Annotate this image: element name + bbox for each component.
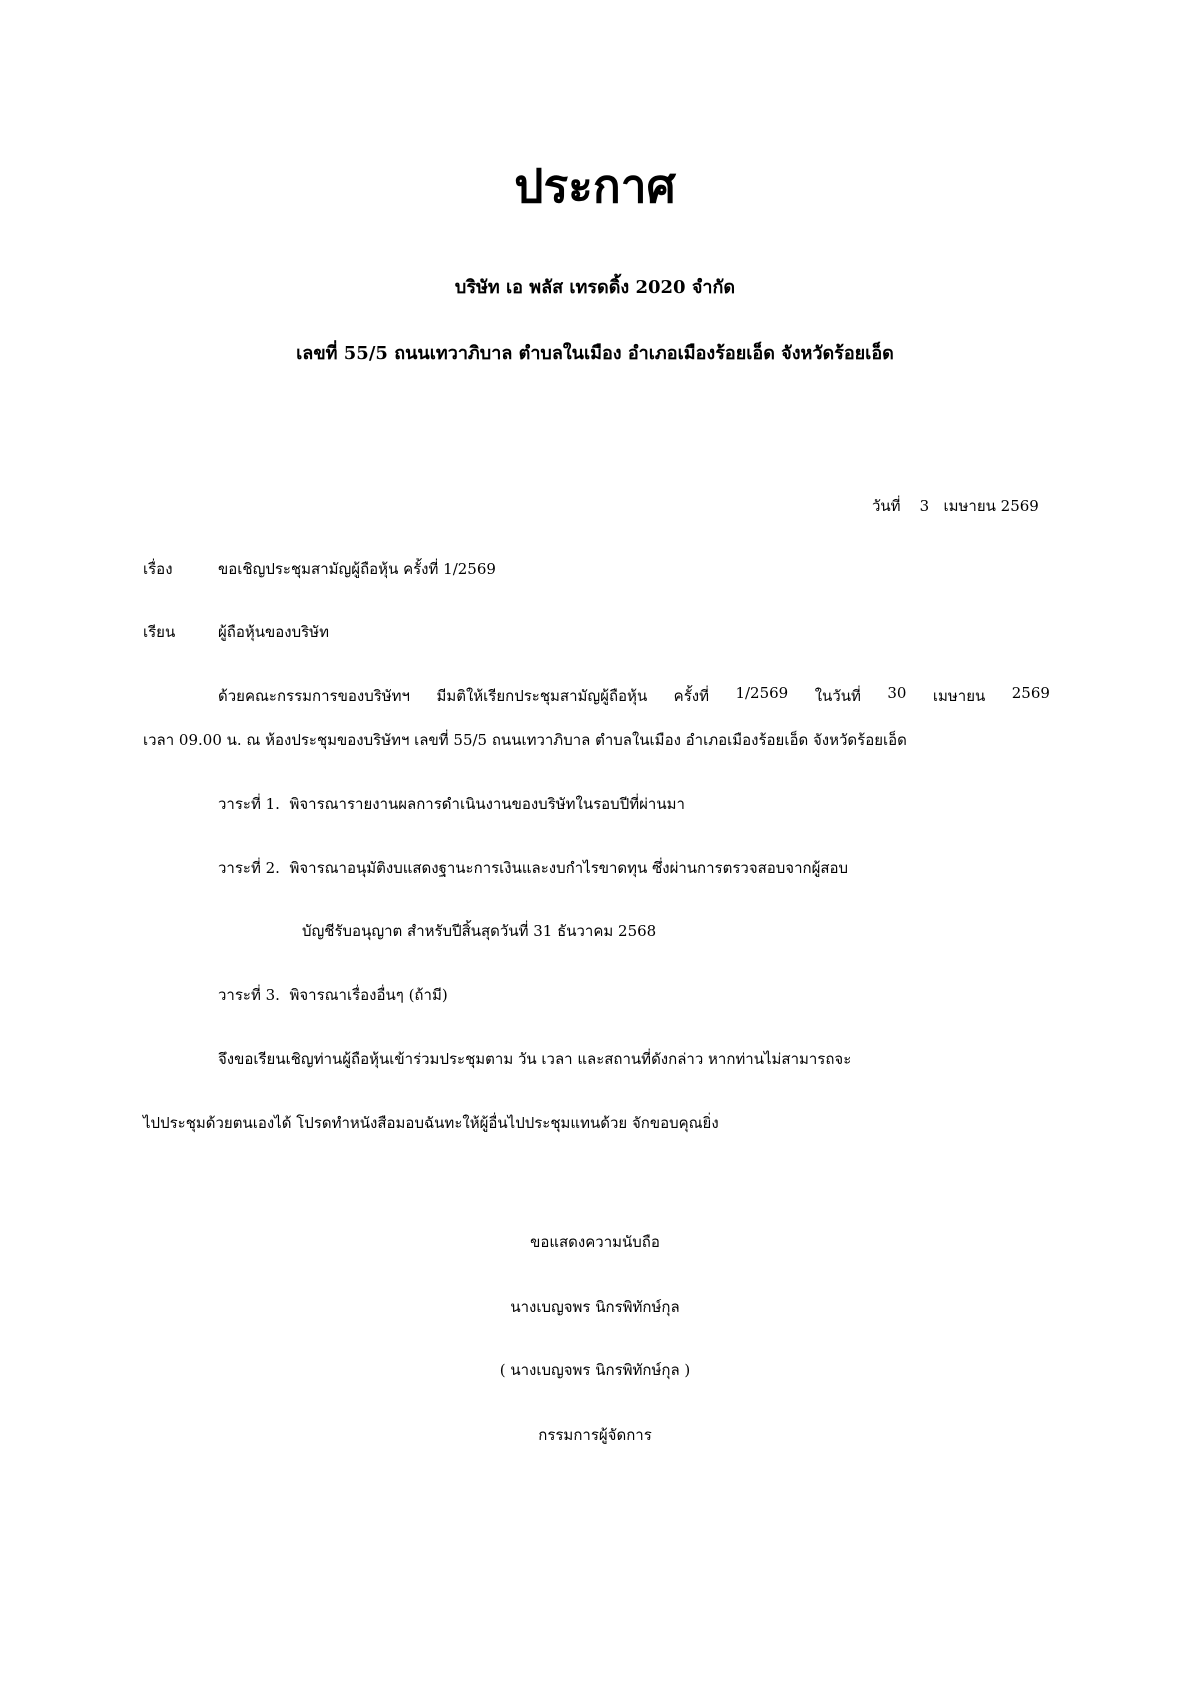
agenda-item-2-continuation: บัญชีรับอนุญาต สำหรับปีสิ้นสุดวันที่ 31 ธันวาคม 2568 <box>302 922 657 940</box>
intro-part: ครั้งที่ <box>673 687 709 705</box>
agenda-text: พิจารณารายงานผลการดำเนินงานของบริษัทในรอบปีที่ผ่านมา <box>289 795 685 813</box>
signature-signed-name: นางเบญจพร นิกรพิทักษ์กุล <box>510 1298 680 1316</box>
company-address: เลขที่ 55/5 ถนนเทวาภิบาล ตำบลในเมือง อำเภอเมืองร้อยเอ็ด จังหวัดร้อยเอ็ด <box>296 343 894 364</box>
intro-part: เมษายน <box>932 687 986 705</box>
intro-part: 30 <box>887 684 907 702</box>
agenda-label: วาระที่ 2. <box>218 859 280 877</box>
agenda-item-1 <box>218 792 685 816</box>
signature-position: กรรมการผู้จัดการ <box>538 1426 652 1444</box>
intro-part: 2569 <box>1011 684 1050 702</box>
intro-line-1 <box>218 684 1050 708</box>
date-label: วันที่ <box>872 497 901 515</box>
date-day: 3 <box>919 497 930 515</box>
recipient-label: เรียน <box>143 623 176 641</box>
agenda-label: วาระที่ 1. <box>218 795 280 813</box>
closing-line-1: จึงขอเรียนเชิญท่านผู้ถือหุ้นเข้าร่วมประชุมตาม วัน เวลา และสถานที่ดังกล่าว หากท่านไม่สามารถจะ <box>218 1050 852 1068</box>
subject-text: ขอเชิญประชุมสามัญผู้ถือหุ้น ครั้งที่ 1/2569 <box>218 560 496 578</box>
intro-part: 1/2569 <box>735 684 789 702</box>
agenda-item-2 <box>218 856 848 880</box>
recipient-text: ผู้ถือหุ้นของบริษัท <box>218 623 329 641</box>
date-line <box>872 494 1039 518</box>
agenda-item-3 <box>218 983 448 1007</box>
agenda-text: พิจารณาเรื่องอื่นๆ (ถ้ามี) <box>289 986 448 1004</box>
intro-part: มีมติให้เรียกประชุมสามัญผู้ถือหุ้น <box>436 687 648 705</box>
agenda-label: วาระที่ 3. <box>218 986 280 1004</box>
signature-printed-name: ( นางเบญจพร นิกรพิทักษ์กุล ) <box>499 1361 691 1379</box>
subject-label: เรื่อง <box>143 560 173 578</box>
intro-line-2: เวลา 09.00 น. ณ ห้องประชุมของบริษัทฯ เลขที่ 55/5 ถนนเทวาภิบาล ตำบลในเมือง อำเภอเมืองร้อยเอ็ด จังหวัดร้อยเอ็ด <box>143 731 907 749</box>
signature-regards: ขอแสดงความนับถือ <box>530 1233 660 1251</box>
agenda-text: พิจารณาอนุมัติงบแสดงฐานะการเงินและงบกำไรขาดทุน ซึ่งผ่านการตรวจสอบจากผู้สอบ <box>289 859 849 877</box>
closing-line-2: ไปประชุมด้วยตนเองได้ โปรดทำหนังสือมอบฉันทะให้ผู้อื่นไปประชุมแทนด้วย จักขอบคุณยิ่ง <box>143 1114 719 1132</box>
intro-part: ด้วยคณะกรรมการของบริษัทฯ <box>218 687 410 705</box>
page-title: ประกาศ <box>514 159 676 213</box>
intro-part: ในวันที่ <box>814 687 861 705</box>
date-month-year: เมษายน 2569 <box>943 497 1039 515</box>
company-name: บริษัท เอ พลัส เทรดดิ้ง 2020 จำกัด <box>454 277 736 298</box>
